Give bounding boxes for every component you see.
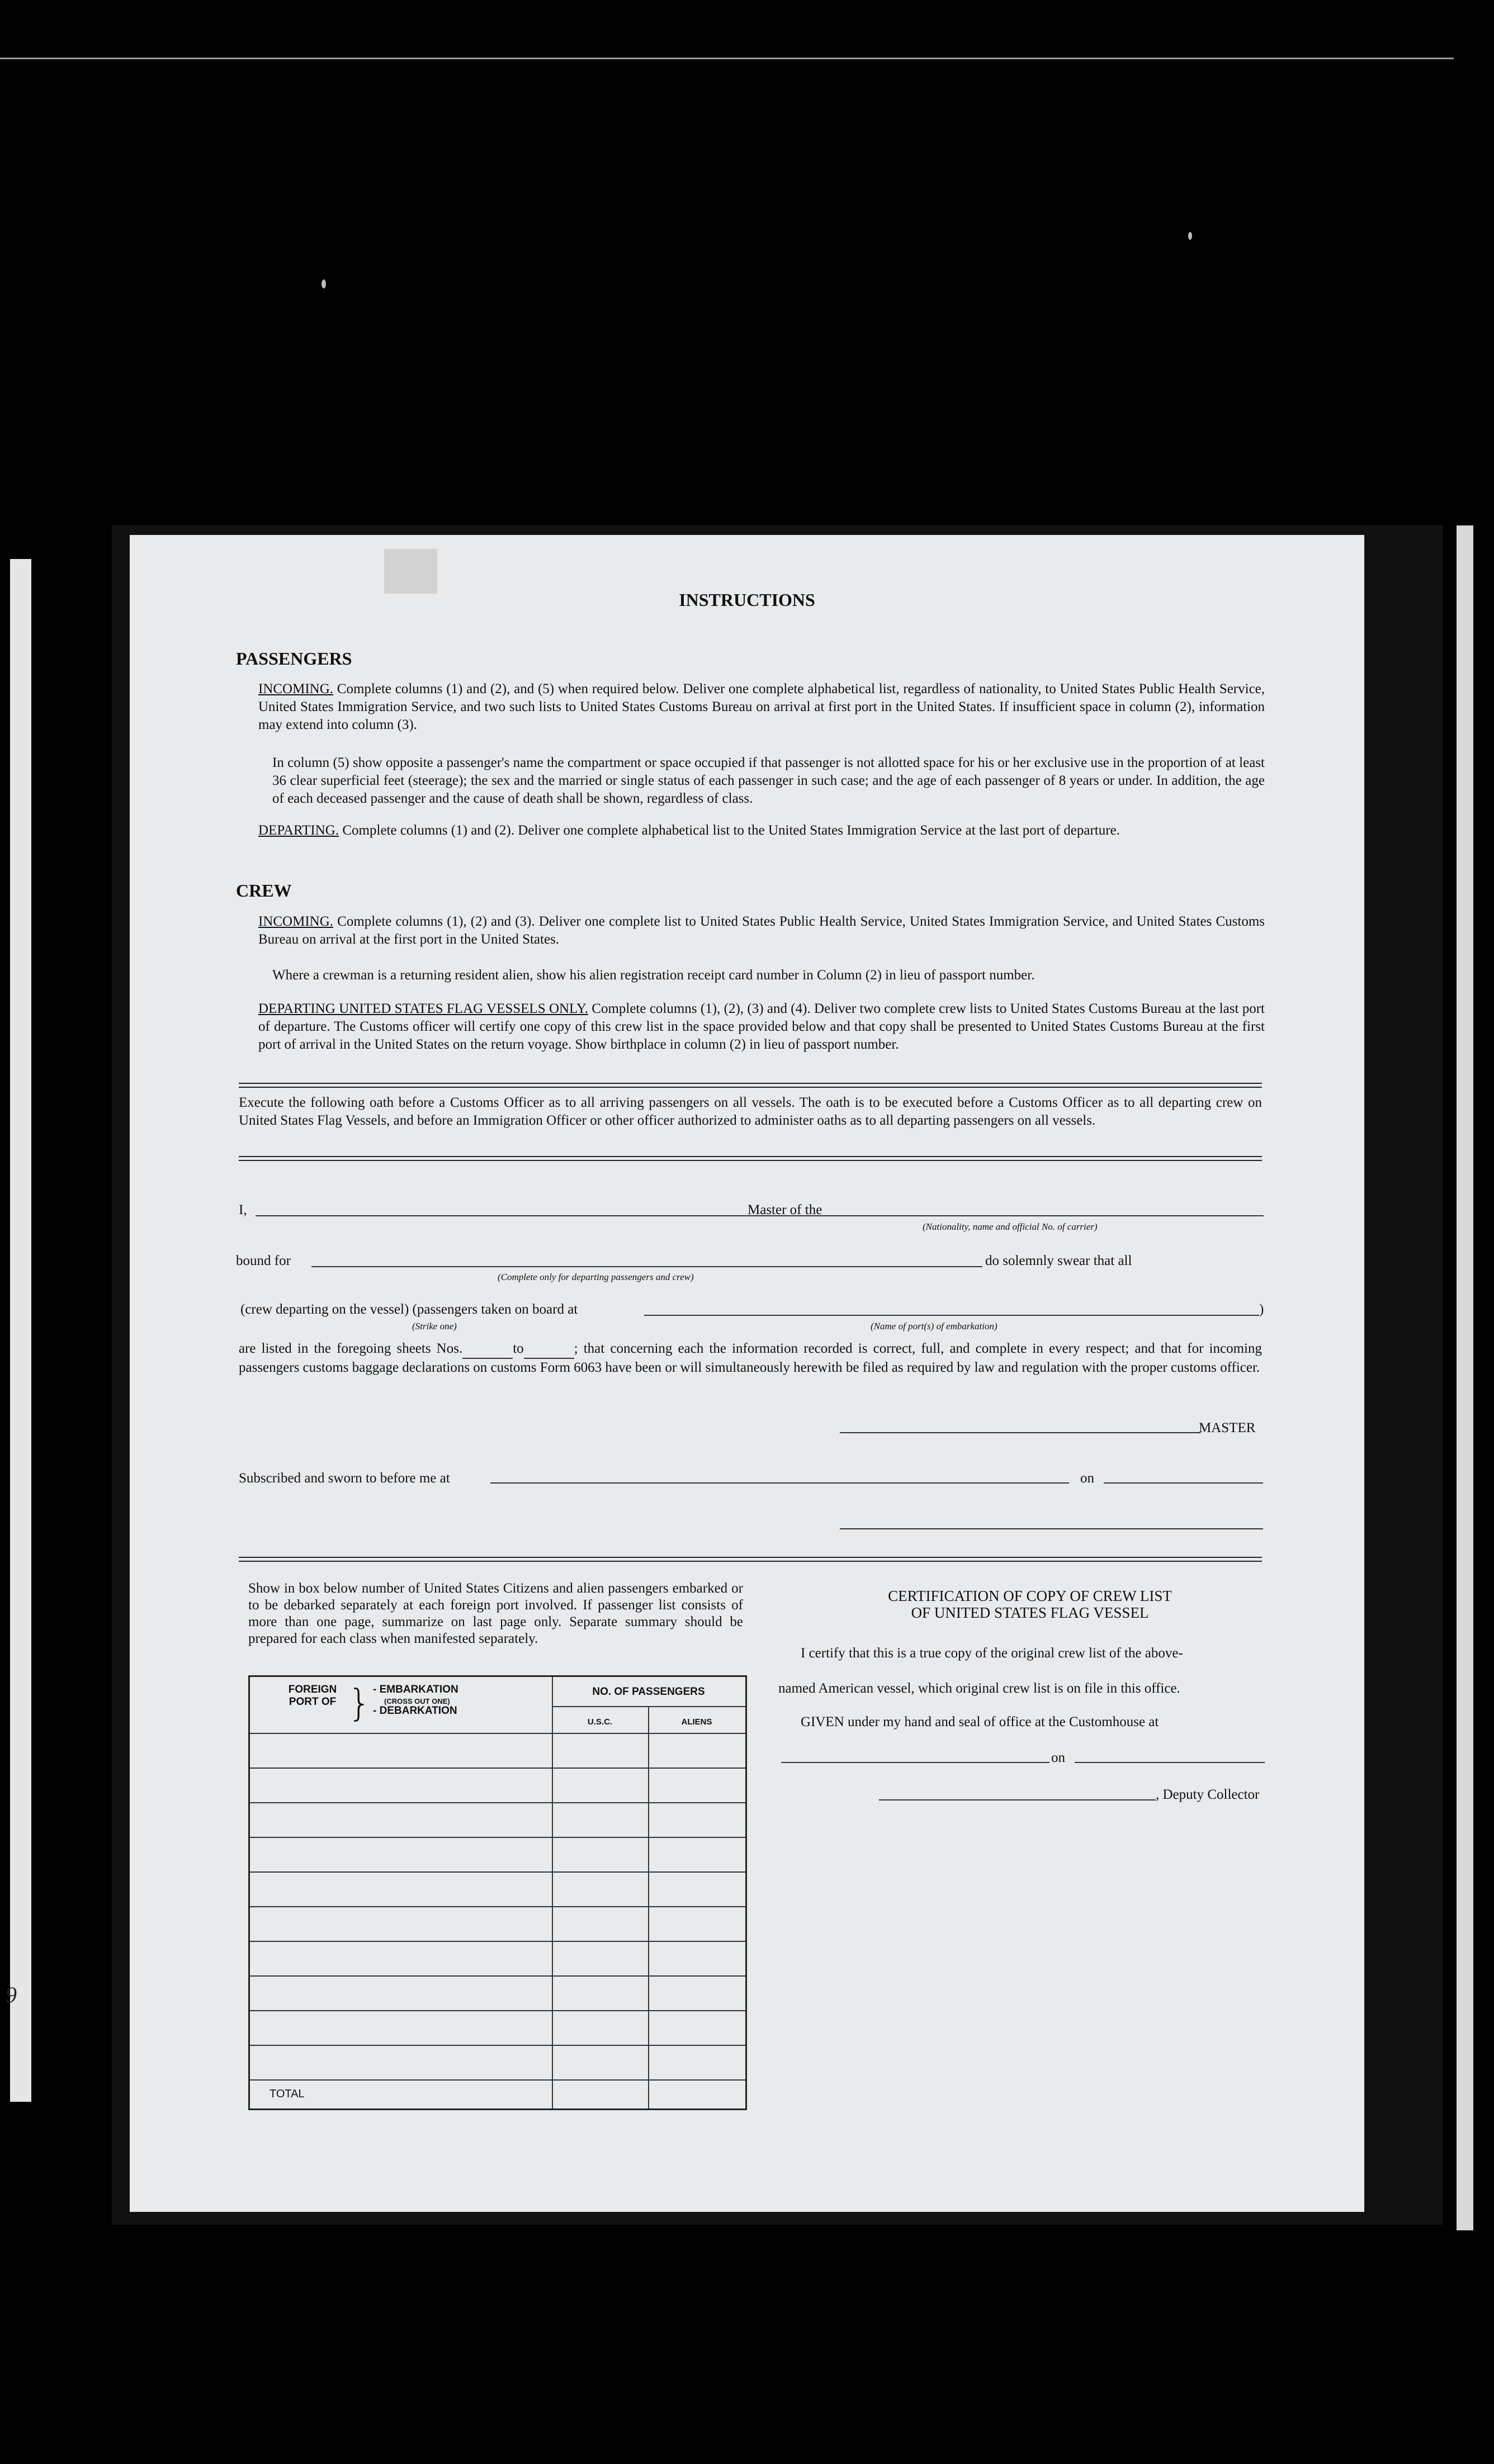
oath-i-label: I,	[239, 1202, 247, 1217]
adjacent-page-strip	[6, 559, 31, 2102]
passengers-incoming-label: INCOMING.	[258, 681, 334, 696]
cross-out-label: (CROSS OUT ONE)	[384, 1697, 450, 1705]
master-label: MASTER	[1199, 1420, 1256, 1435]
bound-for-label: bound for	[236, 1253, 291, 1268]
table-divider	[250, 2045, 745, 2046]
table-divider	[552, 1706, 745, 1707]
master-of-label: Master of the	[748, 1202, 822, 1217]
summary-instruction: Show in box below number of United States Citizens and alien passengers embarked or to be debarked separately at each foreign port involved. If passenger list consists of more than one page, summarize on last page only. Separate summary should be prepared for each class when manifested separately.	[248, 1581, 743, 1646]
double-rule	[239, 1156, 1262, 1161]
faded-stamp	[384, 549, 437, 594]
swear-label: do solemnly swear that all	[985, 1253, 1132, 1268]
brace-glyph: }	[348, 1681, 371, 1724]
master-signature-field[interactable]	[840, 1432, 1200, 1433]
customhouse-field[interactable]	[781, 1762, 1049, 1763]
table-divider	[250, 1733, 745, 1734]
sheets-from-field[interactable]	[462, 1340, 513, 1359]
listed-suffix: ; that concerning each the information recorded is correct, full, and complete in every respect; and that for incoming passengers customs baggage declarations on customs Form 6063 have been or will simultaneously herewith be filed as required by law and regulation with the proper customs officer.	[239, 1341, 1262, 1375]
bound-for-field[interactable]	[311, 1266, 982, 1267]
crew-departing-text: (crew departing on the vessel) (passengers taken on board at	[240, 1302, 578, 1317]
sheets-statement	[239, 1340, 1262, 1377]
crew-resident-text: Where a crewman is a returning resident alien, show his alien registration receipt card number in Column (2) in lieu of passport number.	[272, 968, 1035, 983]
certify-line2: named American vessel, which original crew list is on file in this office.	[778, 1681, 1180, 1696]
given-text: GIVEN under my hand and seal of office at the Customhouse at	[801, 1714, 1159, 1729]
complete-only-caption: (Complete only for departing passengers and crew)	[498, 1272, 694, 1282]
scan-speck	[322, 279, 326, 288]
table-divider	[250, 1941, 745, 1942]
instructions-page	[130, 535, 1364, 2212]
close-paren: )	[1259, 1302, 1264, 1317]
col-foreign-port: FOREIGN PORT OF	[288, 1684, 337, 1708]
subscribed-label: Subscribed and sworn to before me at	[239, 1471, 450, 1486]
table-divider	[250, 2079, 745, 2081]
passengers-departing-text: Complete columns (1) and (2). Deliver one complete alphabetical list to the United States Immigration Service at the last port of departure.	[342, 823, 1120, 838]
table-divider	[250, 1837, 745, 1838]
table-divider	[250, 1871, 745, 1873]
passengers-incoming-text: Complete columns (1) and (2), and (5) when required below. Deliver one complete alphabetical list, regardless of nationality, to United States Public Health Service, United States Immigration Service, and two such lists to United States Customs Bureau on arrival at first port in the United States. If insufficient space in column (2), information may extend into column (3).	[258, 681, 1265, 732]
crew-departing-label: DEPARTING UNITED STATES FLAG VESSELS ONLY.	[258, 1001, 588, 1016]
certify-line1: I certify that this is a true copy of the original crew list of the above-	[801, 1646, 1183, 1661]
embarkation-label: - EMBARKATION	[373, 1684, 458, 1695]
table-divider	[250, 2010, 745, 2011]
crew-departing	[258, 1000, 1265, 1054]
crew-incoming-text: Complete columns (1), (2) and (3). Deliver one complete list to United States Public Health Service, United States Immigration Service, and United States Customs Bureau on arrival at the first port in the United States.	[258, 914, 1265, 947]
to-label: to	[513, 1341, 524, 1356]
deputy-signature-field[interactable]	[879, 1799, 1156, 1800]
passengers-column5-text: In column (5) show opposite a passenger's name the compartment or space occupied if that passenger is not allotted space for his or her exclusive use in the proportion of at least 36 clear superficial feet (steerage); the sex and the married or single status of each passenger in such case; and the age of each passenger of 8 years or under. In addition, the age of each deceased passenger and the cause of death shall be shown, regardless of class.	[272, 755, 1265, 806]
passenger-summary-table	[248, 1675, 747, 2110]
cert-on-label: on	[1051, 1750, 1065, 1765]
listed-prefix: are listed in the foregoing sheets Nos.	[239, 1341, 463, 1356]
sworn-date-field[interactable]	[1104, 1482, 1263, 1484]
debarkation-label: - DEBARKATION	[373, 1705, 457, 1717]
table-divider	[250, 1975, 745, 1977]
embarkation-ports-field[interactable]	[644, 1315, 1259, 1316]
passengers-incoming	[258, 680, 1265, 734]
table-divider	[250, 1802, 745, 1803]
table-divider	[250, 1768, 745, 1769]
passengers-heading: PASSENGERS	[236, 648, 352, 669]
passengers-departing	[258, 822, 1265, 840]
ports-caption: (Name of port(s) of embarkation)	[871, 1321, 997, 1331]
officer-signature-field[interactable]	[840, 1528, 1263, 1529]
cert-title-line2: OF UNITED STATES FLAG VESSEL	[911, 1604, 1149, 1621]
cert-title-line1: CERTIFICATION OF COPY OF CREW LIST	[888, 1588, 1172, 1604]
scanner-top-line	[0, 58, 1454, 59]
col-no-passengers: NO. OF PASSENGERS	[592, 1686, 705, 1698]
table-divider	[552, 1677, 553, 2108]
margin-mark: 9	[6, 1982, 17, 2007]
double-rule	[239, 1083, 1262, 1088]
crew-heading: CREW	[236, 880, 292, 901]
table-divider	[250, 1906, 745, 1907]
col-usc: U.S.C.	[587, 1717, 613, 1727]
passengers-departing-label: DEPARTING.	[258, 823, 339, 838]
nationality-caption: (Nationality, name and official No. of carrier)	[923, 1221, 1098, 1232]
sworn-on-label: on	[1080, 1471, 1094, 1486]
col-aliens: ALIENS	[681, 1717, 712, 1727]
crew-incoming	[258, 913, 1265, 949]
sheets-to-field[interactable]	[524, 1340, 574, 1359]
oath-instruction: Execute the following oath before a Customs Officer as to all arriving passengers on all vessels. The oath is to be executed before a Customs Officer as to all departing crew on United States Flag Vessels, and before an Immigration Officer or other officer authorized to administer oaths as to all departing passengers on all vessels.	[239, 1095, 1262, 1128]
deputy-collector-label: , Deputy Collector	[1156, 1787, 1260, 1802]
total-label: TOTAL	[270, 2088, 305, 2100]
crew-departing-text: Complete columns (1), (2), (3) and (4). Deliver two complete crew lists to United States Customs Bureau at the last port of departure. The Customs officer will certify one copy of this crew list in the space provided below and that copy shall be presented to United States Customs Bureau at the first port of arrival in the United States on the return voyage. Show birthplace in column (2) in lieu of passport number.	[258, 1001, 1265, 1052]
sworn-place-field[interactable]	[490, 1482, 1069, 1484]
table-divider	[648, 1706, 649, 2108]
double-rule	[239, 1557, 1262, 1562]
crew-incoming-label: INCOMING.	[258, 914, 334, 929]
adjacent-page-strip-right	[1457, 525, 1473, 2230]
cert-date-field[interactable]	[1075, 1762, 1265, 1763]
strike-one-caption: (Strike one)	[412, 1321, 457, 1331]
scan-speck	[1188, 232, 1192, 240]
page-title: INSTRUCTIONS	[679, 590, 815, 610]
vessel-name-field[interactable]	[839, 1215, 1264, 1216]
